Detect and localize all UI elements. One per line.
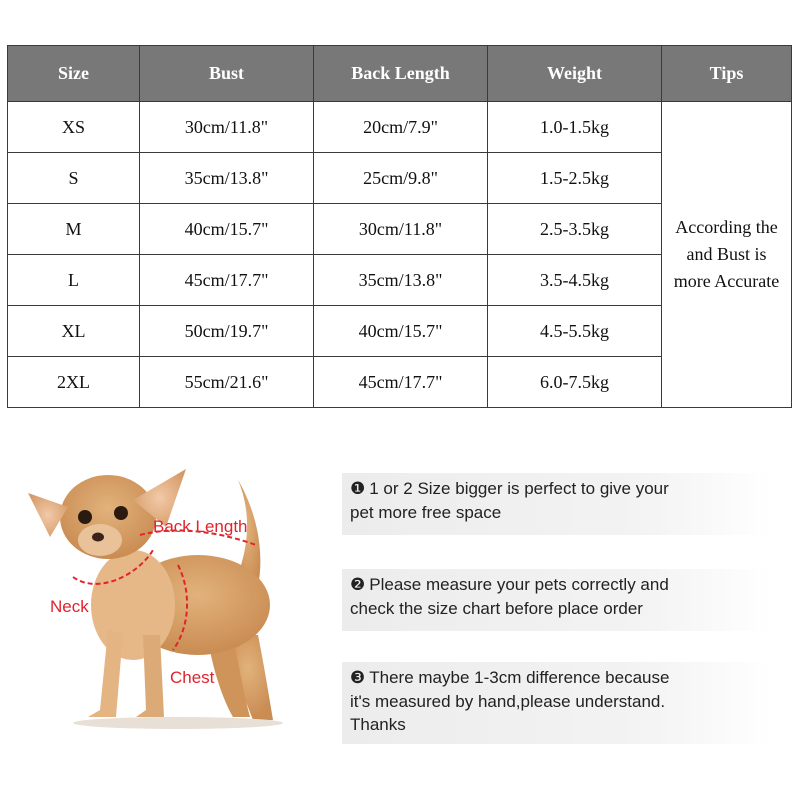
- cell-size: 2XL: [8, 357, 140, 408]
- tip-item: [342, 662, 772, 744]
- size-chart-table: [7, 45, 792, 408]
- cell-weight: 2.5-3.5kg: [488, 204, 662, 255]
- tip-text: 1 or 2 Size bigger is perfect to give your: [369, 479, 669, 498]
- cell-bust: 40cm/15.7": [140, 204, 314, 255]
- cell-size: S: [8, 153, 140, 204]
- cell-bust: 55cm/21.6": [140, 357, 314, 408]
- tips-cell: [662, 102, 792, 408]
- tip-item: [342, 473, 772, 535]
- cell-size: L: [8, 255, 140, 306]
- tip-text: it's measured by hand,please understand.: [350, 692, 666, 711]
- tip-number: ❸: [350, 668, 366, 688]
- header-bust: Bust: [140, 46, 314, 102]
- cell-back-length: 30cm/11.8": [314, 204, 488, 255]
- cell-back-length: 35cm/13.8": [314, 255, 488, 306]
- tip-text: Thanks: [350, 715, 406, 734]
- cell-bust: 30cm/11.8": [140, 102, 314, 153]
- cell-size: XS: [8, 102, 140, 153]
- cell-back-length: 40cm/15.7": [314, 306, 488, 357]
- cell-size: XL: [8, 306, 140, 357]
- cell-back-length: 25cm/9.8": [314, 153, 488, 204]
- cell-weight: 1.0-1.5kg: [488, 102, 662, 153]
- cell-weight: 1.5-2.5kg: [488, 153, 662, 204]
- chest-label: Chest: [170, 668, 215, 687]
- cell-bust: 35cm/13.8": [140, 153, 314, 204]
- header-tips: Tips: [662, 46, 792, 102]
- cell-bust: 45cm/17.7": [140, 255, 314, 306]
- tip-number: ❶: [350, 479, 366, 499]
- tip-text: There maybe 1-3cm difference because: [369, 668, 670, 687]
- cell-back-length: 20cm/7.9": [314, 102, 488, 153]
- header-weight: Weight: [488, 46, 662, 102]
- tip-text: pet more free space: [350, 503, 502, 522]
- header-back-length: Back Length: [314, 46, 488, 102]
- table-header-row: [8, 46, 792, 102]
- tip-text: check the size chart before place order: [350, 599, 643, 618]
- back-length-label: Back Length: [153, 517, 248, 536]
- tip-text: Please measure your pets correctly and: [369, 575, 669, 594]
- cell-back-length: 45cm/17.7": [314, 357, 488, 408]
- cell-weight: 6.0-7.5kg: [488, 357, 662, 408]
- tips-line: According the: [675, 217, 778, 237]
- cell-bust: 50cm/19.7": [140, 306, 314, 357]
- dog-measurement-figure: [28, 455, 318, 755]
- cell-weight: 3.5-4.5kg: [488, 255, 662, 306]
- table-row: [8, 102, 792, 153]
- cell-size: M: [8, 204, 140, 255]
- header-size: Size: [8, 46, 140, 102]
- tip-item: [342, 569, 772, 631]
- tip-number: ❷: [350, 575, 366, 595]
- cell-weight: 4.5-5.5kg: [488, 306, 662, 357]
- tips-line: more Accurate: [673, 271, 780, 291]
- neck-label: Neck: [50, 597, 89, 616]
- tips-line: and Bust is: [686, 244, 767, 264]
